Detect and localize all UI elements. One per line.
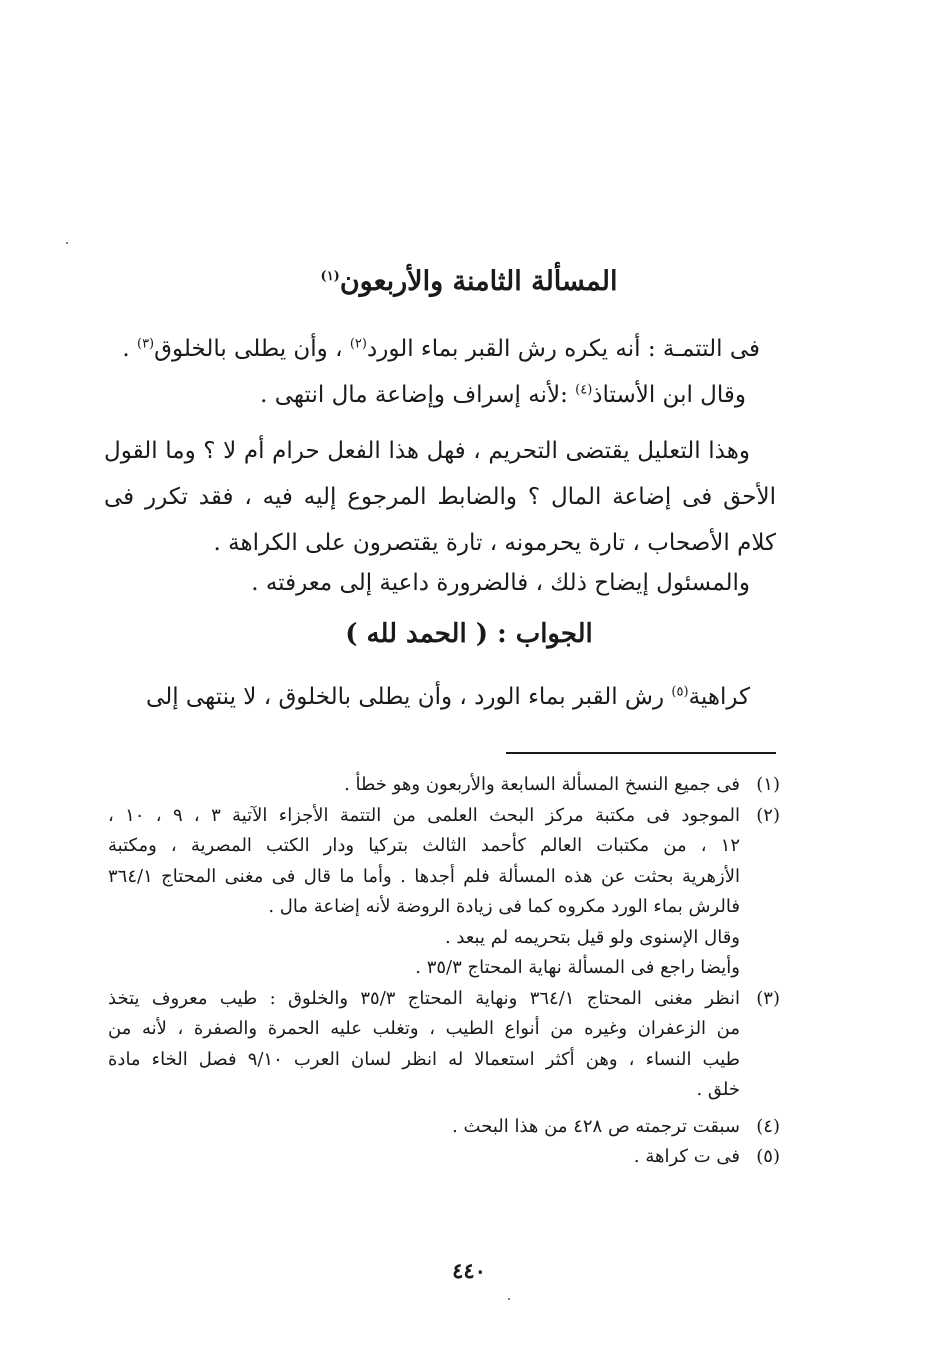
section-title-text: المسألة الثامنة والأربعون [339,266,618,297]
footnote-line: وقال الإسنوى ولو قيل بتحريمه لم يبعد . [444,926,740,948]
footnote-ref-4: (٤) [575,382,593,398]
footnote-number: (٤) [756,1115,780,1137]
footnote-line: فى جميع النسخ المسألة السابعة والأربعون وهو خطأ . [344,774,740,795]
footnote-ref-5: (٥) [671,684,689,700]
paragraph-2-text-b: :لأنه إسراف وإضاعة مال انتهى . [260,382,576,408]
footnote-line: الأزهرية بحثت عن هذه المسألة فلم أجدها . وأما ما قال فى مغنى المحتاج ٣٦٤/١ [108,865,740,887]
paragraph-1-text-b: ، وأن يطلى بالخلوق [154,336,350,362]
footnote-line: خلق . [696,1079,740,1100]
footnote-5 [108,1142,780,1173]
footnote-ref-3: (٣) [136,336,155,352]
footnote-2 [108,801,780,984]
footnote-number: (٢) [756,804,780,826]
footnote-line: طيب النساء ، وهن أكثر استعمالا له انظر لسان العرب ٩/١٠ فصل الخاء مادة [108,1048,740,1070]
footnote-line: فى ت كراهة . [633,1146,740,1167]
footnote-number: (١) [756,774,780,795]
footnote-number: (٣) [756,987,780,1009]
section-title [0,262,938,302]
paragraph-5-text-a: كراهية [688,684,750,710]
footnote-line: سبقت ترجمته ص ٤٢٨ من هذا البحث . [452,1115,740,1137]
footnote-number: (٥) [756,1146,780,1167]
body-lines-1 [104,326,776,418]
paragraph-4: والمسئول إيضاح ذلك ، فالضرورة داعية إلى معرفته . [251,570,750,596]
page-number: ٤٤٠ [452,1258,486,1283]
footnote-1 [108,770,780,801]
footnote-4 [108,1112,780,1143]
paragraph-2 [104,372,776,418]
footnote-ref-1: (١) [320,269,340,284]
footnote-ref-2: (٢) [349,336,367,352]
answer-heading: الجواب : ( الحمد لله ) [345,619,593,649]
footnote-line: ١٢ ، من مكتبات العالم كأحمد الثالث بتركيا ودار الكتب المصرية ، ومكتبة [108,835,740,856]
paragraph-1-text-a: فى التتمـة : أنه يكره رش القبر بماء الورد [366,336,760,362]
footnote-line: من الزعفران وغيره من أنواع الطيب ، وتغلب عليه الحمرة والصفرة ، لأنه من [108,1018,740,1039]
footnote-line: فالرش بماء الورد مكروه كما فى زيادة الروضة لأنه إضاعة مال . [268,896,740,917]
paragraph-1-text-c: . [122,336,137,362]
scan-speck [508,1298,510,1300]
body-lines-4 [104,674,776,720]
paragraph-5-text-b: رش القبر بماء الورد ، وأن يطلى بالخلوق ، لا ينتهى إلى [146,684,672,710]
scan-speck [66,242,68,244]
paragraph-1 [104,326,776,372]
footnote-3 [108,984,780,1106]
footnote-line: انظر مغنى المحتاج ٣٦٤/١ ونهاية المحتاج ٣٥/٣ والخلوق : طيب معروف يتخذ [108,987,740,1009]
paragraph-5 [104,674,776,720]
footnote-line: وأيضا راجع فى المسألة نهاية المحتاج ٣٥/٣ . [415,957,740,978]
paragraph-3: وهذا التعليل يقتضى التحريم ، فهل هذا الفعل حرام أم لا ؟ وما القول الأحق فى إضاعة المال ؟ والضابط المرجوع إليه فيه ، فقد تكرر فى كلام الأصحاب ، تارة يحرمونه ، تارة يقتصرون على الكراهة . [104,438,776,556]
footnotes [108,770,780,1173]
body-lines-3 [104,560,776,606]
footnote-line: الموجود فى مكتبة مركز البحث العلمى من التتمة الأجزاء الآتية ٣ ، ٩ ، ١٠ ، [108,804,740,826]
footnote-separator [506,752,776,754]
paragraph-2-text-a: وقال ابن الأستاذ [592,382,746,408]
body-lines-2 [104,428,776,566]
